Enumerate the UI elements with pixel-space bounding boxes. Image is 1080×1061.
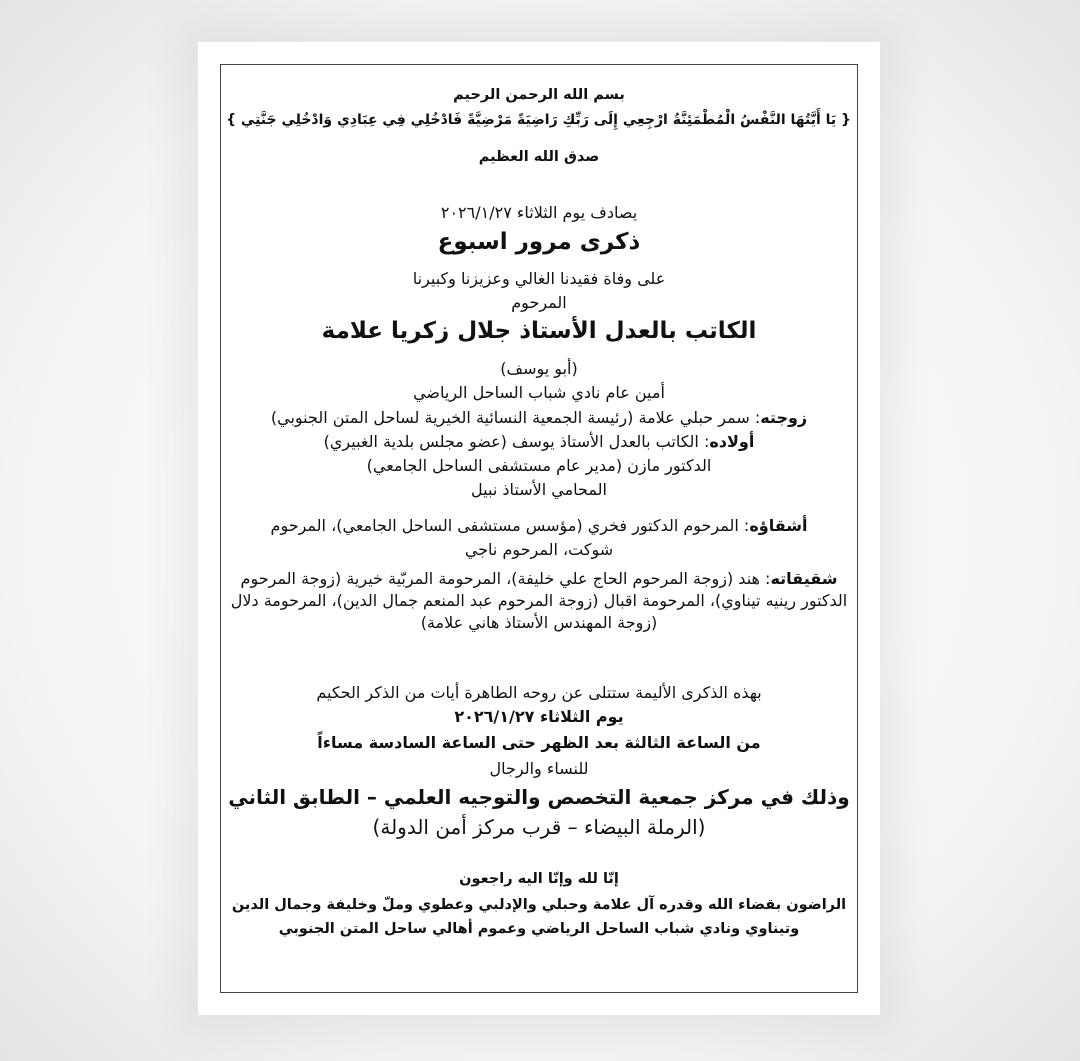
children-line-1 (227, 432, 851, 451)
sisters-text: : هند (زوجة المرحوم الحاج علي خليفة)، المرحومة المربّية خيرية (زوجة المرحوم الدكتور رينيه تيناوي)، المرحومة اقبال (زوجة المرحوم عبد المنعم جمال الدين)، المرحومة دلال (زوجة المهندس الأستاذ هاني علامة) (230, 569, 848, 632)
brothers-line-2: شوكت، المرحوم ناجي (464, 540, 614, 559)
inna-line: إنّا لله وإنّا اليه راجعون (459, 871, 619, 887)
brothers-line-1 (227, 516, 851, 535)
time-line: من الساعة الثالثة بعد الظهر حتى الساعة السادسة مساءاً (317, 733, 761, 752)
deceased-name: الكاتب بالعدل الأستاذ جلال زكريا علامة (321, 318, 757, 344)
children-label: أولاده (709, 432, 755, 451)
brothers-label: أشقاؤه (749, 516, 808, 535)
headline: ذكرى مرور اسبوع (437, 229, 641, 255)
children-text-1: : الكاتب بالعدل الأستاذ يوسف (عضو مجلس بلدية الغبيري) (323, 432, 710, 451)
day-line: يوم الثلاثاء ٢٠٢٦/١/٢٧ (454, 707, 624, 726)
recital-line: بهذه الذكرى الأليمة ستتلى عن روحه الطاهرة أيات من الذكر الحكيم (316, 683, 762, 702)
kunya: (أبو يوسف) (500, 359, 578, 378)
wife-text: : سمر حبلي علامة (رئيسة الجمعية النسائية الخيرية لساحل المتن الجنوبي) (270, 408, 761, 427)
children-line-2: الدكتور مازن (مدير عام مستشفى الساحل الجامعي) (366, 456, 712, 475)
late-title: المرحوم (511, 293, 567, 312)
sadaqa-line: صدق الله العظيم (478, 149, 600, 165)
position-line: أمين عام نادي شباب الساحل الرياضي (413, 383, 665, 402)
quran-verse: { يَا أَيَّتُهَا النَّفْسُ الْمُطْمَئِنَّةُ ارْجِعِي إِلَى رَبِّكِ رَاضِيَةً مَرْضِيَّةً فَادْخُلِي فِي عِبَادِي وَادْخُلِي جَنَّتِي } (226, 112, 851, 128)
mourners-line-1: الراضون بقضاء الله وقدره آل علامة وحبلي والإدلبي وعطوي وملّ وخليفة وجمال الدين (231, 897, 847, 913)
audience-line: للنساء والرجال (489, 759, 589, 778)
sisters-label: شقيقاته (770, 569, 838, 588)
wife-line (227, 408, 851, 427)
obituary-notice (220, 64, 858, 993)
brothers-text-1: : المرحوم الدكتور فخري (مؤسس مستشفى الساحل الجامعي)، المرحوم (270, 516, 750, 535)
children-line-3: المحامي الأستاذ نبيل (471, 480, 607, 499)
wife-label: زوجته (760, 408, 808, 427)
basmala: بسم الله الرحمن الرحيم (453, 87, 625, 103)
mourners-line-2: وتيناوي ونادي شباب الساحل الرياضي وعموم أهالي ساحل المتن الجنوبي (278, 921, 800, 937)
on-death-line: على وفاة فقيدنا الغالي وعزيزنا وكبيرنا (412, 269, 666, 288)
venue-location: (الرملة البيضاء – قرب مركز أمن الدولة) (372, 815, 706, 839)
sisters-paragraph (229, 568, 849, 634)
venue-line: وذلك في مركز جمعية التخصص والتوجيه العلمي – الطابق الثاني (228, 785, 850, 809)
date-line: يصادف يوم الثلاثاء ٢٠٢٦/١/٢٧ (440, 203, 638, 222)
